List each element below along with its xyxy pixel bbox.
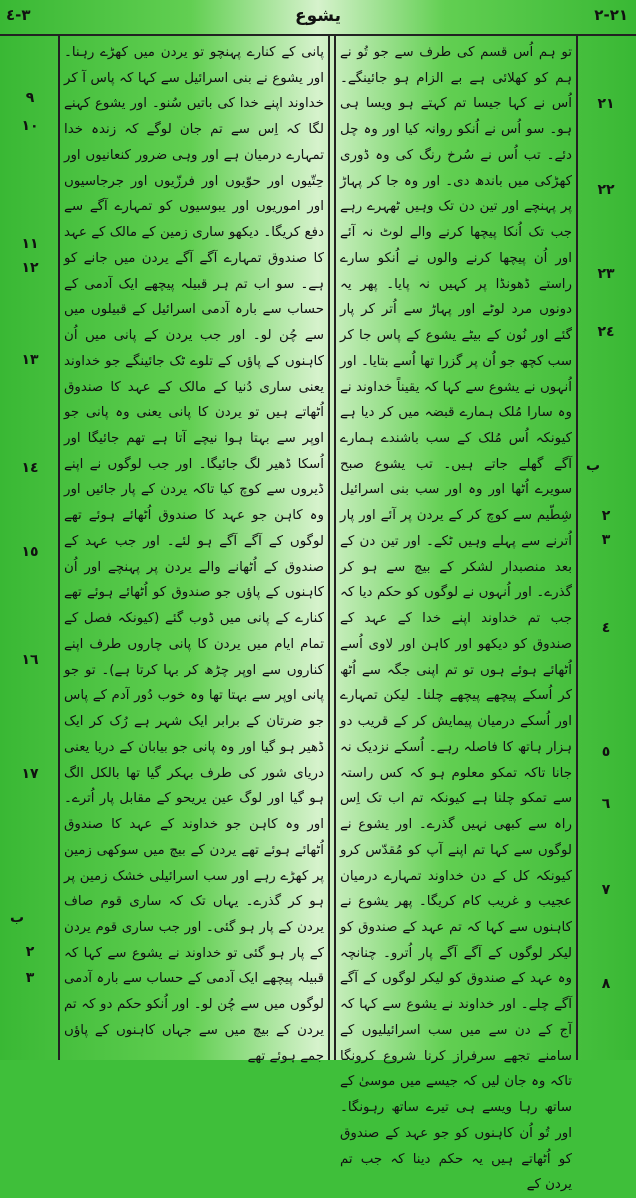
- center-rule: [328, 34, 330, 1060]
- column-text: تو ہم اُس قسم کی طرف سے جو تُو نے ہم کو کھلائی ہے بے الزام ہو جائینگے۔ اُس نے کہا جیسا تم کہتے ہو ویسا ہی ہو۔ سو اُس نے اُنکو روانہ کیا اور وہ چل دئے۔ تب اُس نے سُرخ رنگ کی وہ ڈوری کھڑکی میں باندھ دی۔ اور وہ جا کر پہاڑ پر پہنچے اور تین دن تک وہیں ٹھہرے رہے جب تک اُنکا پیچھا کرنے والے لوٹ نہ آئے اور اُن پیچھا کرنے والوں نے اُنکو سارے راستے ڈھونڈا پر کہیں نہ پایا۔ پھر یہ دونوں مرد لوٹے اور پہاڑ سے اُتر کر پار گئے اور نُون کے بیٹے یشوع کے پاس جا کر سب کچھ جو اُن پر گزرا تھا اُسے بتایا۔ اور اُنہوں نے یشوع سے کہا کہ یقیناً خداوند نے وہ سارا مُلک ہمارے قبضہ میں کر دیا ہے کیونکہ اُس مُلک کے سب باشندے ہمارے آگے گھلے جاتے ہیں۔ تب یشوع صبح سویرے اُٹھا اور وہ اور سب بنی اسرائیل شِطّیم سے کوچ کر کے یردن پر آئے اور پار اُترنے سے پہلے وہیں ٹکے۔ اور تین دن کے بعد منصبدار لشکر کے بیچ سے ہو کر گذرے۔ اور اُنہوں نے لوگوں کو حکم دیا کہ جب تم خداوند اپنے خدا کے عہد کے صندوق کو دیکھو اور کاہن اور لاوی اُسے اُٹھائے ہوئے ہوں تو تم اپنی جگہ سے اُٹھ کر اُسکے پیچھے پیچھے چلنا۔ لیکن تمہارے اور اُسکے درمیان پیمایش کر کے قریب دو ہزار ہاتھ کا فاصلہ رہے۔ اُسکے نزدیک نہ جانا تاکہ تمکو معلوم ہو کہ کس راستہ سے تمکو چلنا ہے کیونکہ تم اب تک اِس راہ سے کبھی نہیں گذرے۔ اور یشوع نے لوگوں سے کہا تم اپنے آپ کو مُقدّس کرو کیونکہ کل کے دن خداوند تمہارے درمیان عجیب و غریب کام کریگا۔ پھر یشوع نے کاہنوں سے کہا کہ تم عہد کے صندوق کو لیکر لوگوں کے آگے آگے پار اُترو۔ چنانچہ وہ عہد کے صندوق کو لیکر لوگوں کے آگے آگے چلے۔ اور خداوند نے یشوع سے کہا کہ آج کے دن سے میں سب اسرائیلیوں کے سامنے تجھے سرفراز کرنا شروع کرونگا تاکہ وہ جان لیں کہ جیسے میں موسیٰ کے ساتھ رہا ویسے ہی تیرے ساتھ رہونگا۔ اور تُو اُن کاہنوں کو جو عہد کے صندوق کو اُٹھاتے ہیں یہ حکم دینا کہ جب تم یردن کے: [340, 45, 572, 1193]
- verse-number: ٣: [25, 970, 35, 986]
- verse-number: ٧: [601, 882, 611, 898]
- chapter-mark: ب: [10, 910, 25, 926]
- page-header: [0, 0, 636, 36]
- verse-number: ٢٣: [597, 266, 615, 282]
- right-gutter-rule: [576, 34, 578, 1060]
- verse-number: ٨: [601, 976, 611, 992]
- verse-number: ٩: [25, 90, 35, 106]
- verse-number: ٣: [601, 532, 611, 548]
- right-verse-gutter: [580, 34, 630, 1060]
- verse-number: ٢١: [597, 96, 615, 112]
- left-gutter-rule: [58, 34, 60, 1060]
- book-title: یشوع: [295, 6, 341, 26]
- verse-number: ١٧: [21, 766, 39, 782]
- verse-number: ١٣: [21, 352, 39, 368]
- verse-number: ٦: [601, 796, 611, 812]
- verse-number: ١٠: [21, 118, 39, 134]
- column-text: پانی کے کنارے پہنچو تو یردن میں کھڑے رہنا۔ اور یشوع نے بنی اسرائیل سے کہا کہ پاس آ کر خداوند اپنے خدا کی باتیں سُنو۔ اور یشوع کہنے لگا کہ اِس سے تم جان لوگے کہ زندہ خدا تمہارے درمیان ہے اور وہی ضرور کنعانیوں اور حِتّیوں اور حوّیوں اور فرزّیوں اور جرجاسیوں اور اموریوں اور یبوسیوں کو تمہارے آگے سے دفع کریگا۔ دیکھو ساری زمین کے مالک کے عہد کا صندوق تمہارے آگے آگے یردن میں جانے کو ہے۔ سو اب تم ہر قبیلہ پیچھے ایک آدمی کے حساب سے بارہ آدمی اسرائیل کے قبیلوں میں سے چُن لو۔ اور جب یردن کے پانی میں اُن کاہنوں کے پاؤں کے تلوے ٹک جائینگے جو خداوند یعنی ساری دُنیا کے مالک کے عہد کا صندوق اُٹھاتے ہیں تو یردن کا پانی یعنی وہ پانی جو اوپر سے بہتا ہوا نیچے آتا ہے تھم جائیگا اور اُسکا ڈھیر لگ جائیگا۔ اور جب لوگوں نے اپنے ڈیروں سے کوچ کیا تاکہ یردن کے پار جائیں اور وہ کاہن جو عہد کا صندوق اُٹھائے ہوئے تھے لوگوں کے آگے آگے ہو لئے۔ اور جب عہد کے صندوق کے اُٹھانے والے یردن پر پہنچے اور اُن کاہنوں کے پاؤں جو صندوق کو اُٹھائے ہوئے تھے کنارے کے پانی میں ڈوب گئے (کیونکہ فصل کے تمام ایام میں یردن کا پانی چاروں طرف اپنے کناروں سے اوپر چڑھ کر بہا کرتا ہے)۔ تو جو پانی اوپر سے بہتا تھا وہ خوب دُور آدم کے پاس جو ضرتان کے برابر ایک شہر ہے رُک کر ایک ڈھیر ہو گیا اور وہ پانی جو بیابان کے دریا یعنی دریای شور کی طرف بہکر گیا تھا بالکل الگ ہو گیا اور لوگ عین یریحو کے مقابل پار اُترے۔ اور وہ کاہن جو خداوند کے عہد کا صندوق اُٹھائے ہوئے تھے یردن کے بیچ میں سوکھی زمین پر کھڑے رہے اور سب اسرائیلی خشک زمین پر ہو کر گذرے۔ یہاں تک کہ ساری قوم صاف یردن کے پار ہو گئی۔ اور جب ساری قوم یردن کے پار ہو گئی تو خداوند نے یشوع سے کہا کہ قبیلہ پیچھے ایک آدمی کے حساب سے بارہ آدمی لوگوں میں سے چُن لو۔ اور اُنکو حکم دو کہ تم یردن کے بیچ میں سے جہاں کاہنوں کے پاؤں جمے ہوئے تھے: [64, 45, 324, 1064]
- left-verse-gutter: [4, 34, 54, 1060]
- text-column-right: [340, 40, 572, 1193]
- text-column-left: [64, 40, 324, 1064]
- verse-number: ١٦: [21, 652, 39, 668]
- page-reference-left: ٣-٤: [6, 6, 31, 24]
- verse-number: ٢٢: [597, 182, 615, 198]
- chapter-mark: ب: [586, 458, 601, 474]
- verse-number: ١٤: [21, 460, 39, 476]
- verse-number: ٥: [601, 744, 611, 760]
- verse-number: ٢: [601, 508, 611, 524]
- verse-number: ١١: [21, 236, 39, 252]
- center-rule: [334, 34, 336, 1060]
- page-reference-right: ٢١-٢: [594, 6, 628, 24]
- verse-number: ١٥: [21, 544, 39, 560]
- verse-number: ١٢: [21, 260, 39, 276]
- verse-number: ٤: [601, 620, 611, 636]
- verse-number: ٢٤: [597, 324, 615, 340]
- verse-number: ٢: [25, 944, 35, 960]
